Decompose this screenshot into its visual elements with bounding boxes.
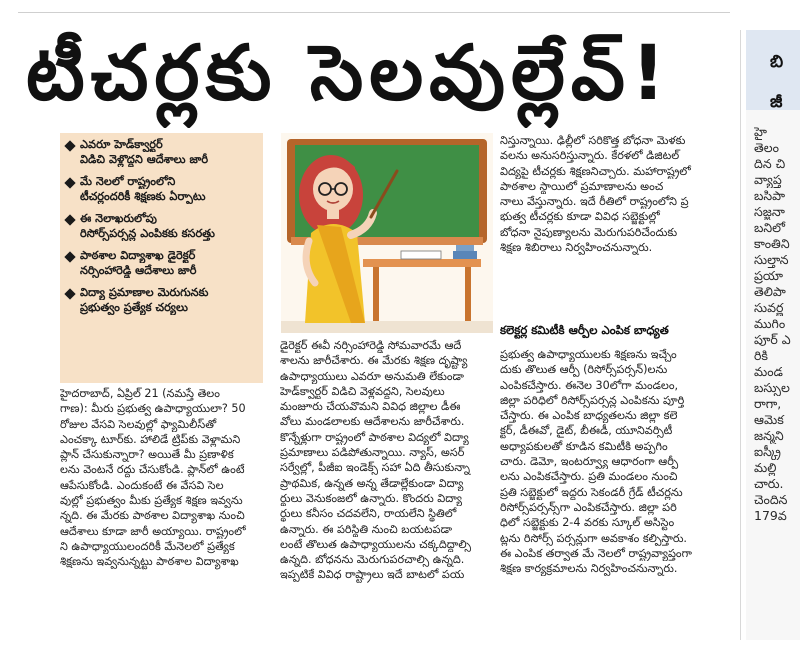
adjacent-text-line: తెలిపా bbox=[754, 284, 786, 299]
text-line: విద్యపై టీచర్లకు శిక్షణనిచ్చారు. మహారాష్ట్రలో bbox=[500, 164, 691, 178]
top-rule bbox=[18, 12, 730, 13]
diamond-bullet-icon bbox=[64, 288, 75, 299]
text-line: శిక్షణను ఇవ్వనున్నట్టు పాఠశాల విద్యాశాఖ bbox=[60, 555, 239, 569]
book-stack-icon-2 bbox=[453, 251, 477, 259]
text-line: అధ్యాపకులతో కూడిన కమిటీకి అప్పగిం bbox=[500, 439, 668, 453]
text-line: డైరెక్టర్ ఈవీ నర్సింహారెడ్డి సోమవారమే ఆదే bbox=[280, 339, 462, 352]
text-line: ఎంపికచేస్తారు. ఈనెల 30లోగా మండలం, bbox=[500, 378, 679, 392]
adjacent-headline-line-2: జీ bbox=[770, 92, 783, 112]
adjacent-text-line: పూర్ ఎ bbox=[754, 332, 791, 347]
subheading: కలెక్టర్ల కమిటీకి ఆర్పీల ఎంపిక బాధ్యత bbox=[500, 323, 669, 337]
body-column-3-continued bbox=[500, 347, 724, 576]
text-line: రోజుల వేసవి సెలవుల్లో ఫ్యామిలీస్‌తో bbox=[60, 417, 217, 431]
text-line: రిసోర్స్‌పర్సన్స్‌గా ఎంపికచేస్తారు. జిల్లా పరి bbox=[500, 500, 677, 514]
adjacent-text-line: సజ్జనా bbox=[754, 204, 785, 219]
adjacent-text-line: జన్మని bbox=[754, 428, 784, 443]
text-line: ట్లను రిసోర్స్ పర్సన్లుగా అవకాశం కల్పిస్తారు. bbox=[500, 531, 687, 545]
text-line: లను ఎంపికచేస్తారు. ప్రతి మండలం నుంచి bbox=[500, 470, 678, 484]
adjacent-text-line: వ్యాప్త bbox=[754, 172, 782, 187]
text-line: కొన్నేళ్లుగా రాష్ట్రంలో పాఠశాల విద్యలో విద్యా bbox=[280, 430, 469, 444]
text-line: ఎంచక్కా టూర్‌కు. హాలిడే ట్రిప్‌కు వెళ్లామని bbox=[60, 432, 241, 446]
adjacent-text-line: తెలం bbox=[754, 140, 779, 155]
text-line: చేస్తారు. ఈ ఎంపిక బాధ్యతలను జిల్లా కలె bbox=[500, 409, 678, 423]
adjacent-text-line: సువర్ణ bbox=[754, 300, 784, 315]
adjacent-text-line: దిన చి bbox=[754, 156, 786, 171]
adjacent-text-line: ఐస్క్రీ bbox=[754, 444, 781, 459]
text-line: ప్రమాణాలు పడిపోతున్నాయి. న్యాస్, అసర్ bbox=[280, 446, 465, 460]
highlight-item bbox=[66, 137, 257, 167]
text-line: వోలు మండలాలకు ఆదేశాలను జారీచేశారు. bbox=[280, 415, 465, 429]
diamond-bullet-icon bbox=[64, 177, 75, 188]
text-line: భుత్వ టీచర్లకు కూడా వివిధ సబ్జెక్టుల్లో bbox=[500, 210, 660, 224]
text-line: న్నది. ఈ మేరకు పాఠశాల విద్యాశాఖ నుంచి bbox=[60, 509, 245, 523]
text-line: ప్లాన్ చేసుకున్నారా? అయితే మీ ప్రణాళిక bbox=[60, 448, 234, 462]
adjacent-text-line: బస్సుల bbox=[754, 380, 790, 395]
diamond-bullet-icon bbox=[64, 214, 75, 225]
adjacent-text-line: 179వ bbox=[754, 508, 787, 523]
text-line: ర్థులు వెనుకంజలో ఉన్నారు. కొందరు విద్యా bbox=[280, 491, 462, 505]
adjacent-text-line: బసిపా bbox=[754, 188, 786, 203]
adjacent-text-line: ముగిం bbox=[754, 316, 786, 331]
text-line: హైదరాబాద్, ఏప్రిల్ 21 (నమస్తే తెలం bbox=[60, 387, 220, 400]
adjacent-text-line: చారు. bbox=[754, 476, 784, 491]
adjacent-headline-line-1: బి bbox=[770, 52, 784, 72]
text-line: శిక్షణ శిబిరాలు నిర్వహించనున్నారు. bbox=[500, 241, 653, 255]
highlight-line: టీచర్లందరికీ శిక్షణకు ఏర్పాటు bbox=[80, 190, 206, 203]
adjacent-text-line: బనిలో bbox=[754, 220, 786, 235]
text-line: సర్వేల్లో, పీజీఐ ఇండెక్స్ సహా ఏది తీసుకున్నా bbox=[280, 461, 470, 475]
text-line: ఆదేశాలు కూడా జారీ అయ్యాయి. రాష్ట్రంలో bbox=[60, 524, 246, 538]
text-line: దుకు తొలుత ఆర్పీ (రిసోర్స్‌పర్సన్)లను bbox=[500, 363, 668, 377]
highlight-line: విద్యా ప్రమాణాల మెరుగునకు bbox=[80, 286, 209, 299]
highlight-line: ఎవరూ హెడ్‌క్వార్టర్ bbox=[80, 138, 163, 151]
adjacent-article-column bbox=[746, 30, 800, 640]
text-line: ర్థులు కనీసం చదవలేని, రాయలేని స్థితిలో bbox=[280, 507, 457, 521]
adjacent-text-line: మండ bbox=[754, 364, 783, 379]
adjacent-text-line: చెందిన bbox=[754, 492, 788, 507]
text-line: లంటే తొలుత ఉపాధ్యాయులను చక్కదిద్దాల్సి bbox=[280, 537, 472, 551]
highlights-box bbox=[60, 133, 263, 383]
diamond-bullet-icon bbox=[64, 251, 75, 262]
desk-leg-right bbox=[465, 267, 471, 323]
text-line: పాఠశాల స్థాయిలో ప్రమాణాలను అంచ bbox=[500, 179, 664, 193]
text-line: ఉన్నది. బోధనను మెరుగుపరచాల్సి ఉన్నది. bbox=[280, 553, 465, 567]
adjacent-article-text bbox=[754, 124, 800, 524]
book-stack-icon bbox=[456, 245, 474, 251]
text-line: వలను అనుసరిస్తున్నారు. కేరళలో డిజిటల్ bbox=[500, 149, 680, 163]
text-line: మంజూరు చేయవొమని వివిధ జిల్లాల డీఈ bbox=[280, 400, 461, 414]
teacher-illustration bbox=[281, 133, 493, 333]
highlight-line: రిసోర్స్‌పర్సన్ల ఎంపికకు కసరత్తు bbox=[80, 227, 215, 240]
text-line: ఇప్పటికే వివిధ రాష్ట్రాలు ఇదే బాటలో పయ bbox=[280, 568, 465, 582]
text-line: వుల్లో ప్రభుత్వం మీకు ప్రత్యేక శిక్షణ ఇవ్వను bbox=[60, 494, 243, 508]
desk-top bbox=[363, 259, 481, 267]
adjacent-text-line: మల్లి bbox=[754, 460, 777, 475]
highlight-item bbox=[66, 174, 257, 204]
highlight-line: పాఠశాల విద్యాశాఖ డైరెక్టర్ bbox=[80, 249, 196, 262]
adjacent-text-line: ప్రయా bbox=[754, 268, 783, 283]
text-line: గాణ): మీరు ప్రభుత్వ ఉపాధ్యాయులా? 50 bbox=[60, 402, 246, 416]
highlight-item bbox=[66, 211, 257, 241]
text-line: శాలను జారీచేశారు. ఈ మేరకు శిక్షణ దృష్ట్యా bbox=[280, 354, 468, 368]
text-line: క్టర్, డీఈవో, డైట్, బీఈడీ, యూనివర్సిటీ bbox=[500, 424, 673, 438]
desk-leg-left bbox=[373, 267, 379, 323]
text-line: ఉన్నారు. ఈ పరిస్థితి నుంచి బయటపడా bbox=[280, 522, 452, 536]
text-line: లను వెంటనే రద్దు చేసుకోండి. ప్లాన్‌లో ఉంటే bbox=[60, 463, 245, 477]
text-line: ప్రతి సబ్జెక్టులో ఇద్దరు సెకండరీ గ్రేడ్ టీచర్లను bbox=[500, 485, 683, 499]
highlight-item bbox=[66, 248, 257, 278]
headline: టీచర్లకు సెలవుల్లేవ్! bbox=[26, 28, 672, 117]
text-line: చారు. డెమో, ఇంటర్వ్యూ ఆధారంగా ఆర్పీ bbox=[500, 455, 679, 469]
adjacent-text-line: కాంతిని bbox=[754, 236, 790, 251]
body-column-3 bbox=[500, 133, 724, 255]
text-line: నిస్తున్నాయి. ఢిల్లీలో సరికొత్త బోధనా మెళకు bbox=[500, 134, 686, 147]
highlight-item bbox=[66, 285, 257, 315]
text-line: ఉపాధ్యాయులు ఎవరూ అనుమతి లేకుండా bbox=[280, 369, 464, 383]
text-line: హెడ్‌క్వార్టర్ విడిచి వెళ్లవద్దని, సెలవులు bbox=[280, 384, 445, 398]
text-line: బోధనా నైపుణ్యాలను మెరుగుపరిచేందుకు bbox=[500, 225, 678, 239]
text-line: ప్రభుత్వ ఉపాధ్యాయులకు శిక్షణను ఇచ్చేం bbox=[500, 348, 677, 361]
adjacent-text-line: సుల్తాన bbox=[754, 252, 789, 267]
text-line: ప్రాథమిక, ఉన్నత అన్న తేడాల్లేకుండా విద్యా bbox=[280, 476, 464, 490]
body-column-2 bbox=[280, 338, 492, 583]
adjacent-text-line: హై bbox=[754, 124, 767, 139]
text-line: జిల్లా పరిధిలో రిసోర్స్‌పర్సన్ల ఎంపికను పూర్తి bbox=[500, 393, 685, 407]
teacher-neck bbox=[327, 209, 339, 219]
highlight-line: ఈ నెలాఖరులోపు bbox=[80, 212, 157, 225]
book-icon bbox=[401, 251, 441, 259]
text-line: ధిలో సబ్జెక్టుకు 2-4 వరకు స్కూల్ అసిస్టెం bbox=[500, 516, 675, 530]
teacher-illustration-svg bbox=[281, 133, 493, 333]
diamond-bullet-icon bbox=[64, 140, 75, 151]
text-line: ఈ ఎంపిక తర్వాత మే నెలలో రాష్ట్రవ్యాప్తంగా bbox=[500, 546, 692, 560]
highlight-line: విడిచి వెళ్లొద్దని ఆదేశాలు జారీ bbox=[80, 153, 209, 166]
highlight-line: ప్రభుత్వం ప్రత్యేక చర్యలు bbox=[80, 301, 188, 314]
text-line: నాలు వేస్తున్నారు. ఇదే రీతిలో రాష్ట్రంలోని ప్ర bbox=[500, 195, 689, 209]
adjacent-text-line: రికి bbox=[754, 348, 768, 363]
adjacent-article-headline bbox=[746, 30, 800, 110]
text-line: ని ఉపాధ్యాయులందరికీ మేనెలలో ప్రత్యేక bbox=[60, 539, 235, 553]
text-line: ఆపేసుకోండి. ఎందుకంటే ఈ వేసవి సెల bbox=[60, 478, 224, 492]
body-column-1 bbox=[60, 386, 264, 570]
adjacent-text-line: ఆమెక bbox=[754, 412, 784, 427]
highlight-line: మే నెలలో రాష్ట్రంలోని bbox=[80, 175, 176, 188]
text-line: శిక్షణ కార్యక్రమాలను నిర్వహించనున్నారు. bbox=[500, 562, 678, 576]
column-divider bbox=[740, 30, 741, 640]
highlight-line: నర్సింహారెడ్డి ఆదేశాలు జారీ bbox=[80, 264, 197, 277]
adjacent-text-line: రాగా, bbox=[754, 396, 782, 411]
